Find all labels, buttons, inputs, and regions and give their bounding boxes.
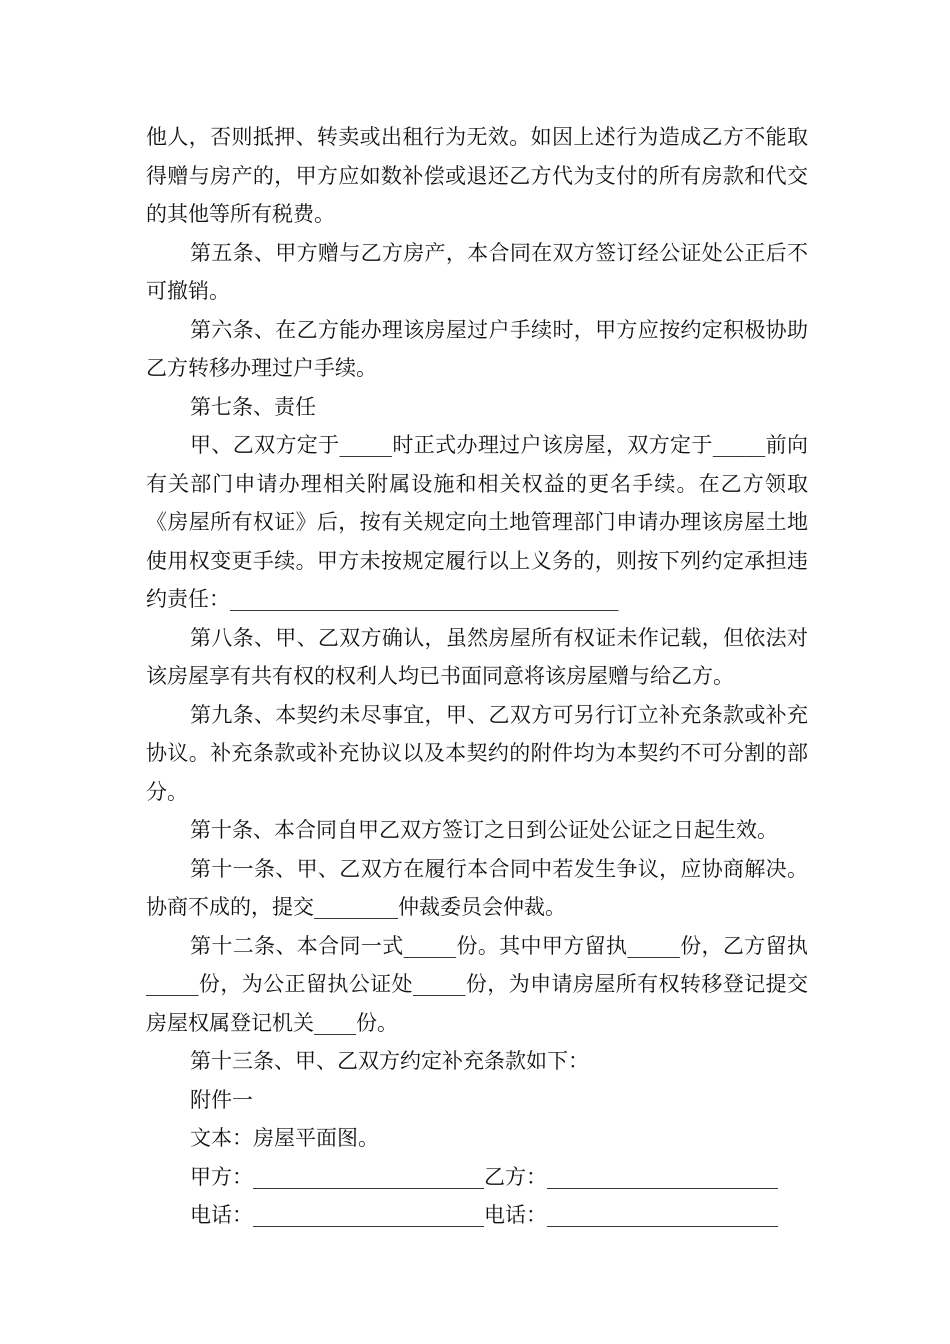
attachment-heading: 附件一 (190, 1087, 253, 1112)
document-body (146, 118, 808, 1235)
article-10: 第十条、本合同自甲乙双方签订之日到公证处公证之日起生效。 (190, 818, 778, 842)
article-9: 第九条、本契约未尽事宜，甲、乙双方可另行订立补充条款或补充协议。补充条款或补充协议以及本契约的附件均为本契约不可分割的部分。 (146, 702, 808, 804)
article-7-heading: 第七条、责任 (190, 394, 316, 419)
article-8: 第八条、甲、乙双方确认，虽然房屋所有权证未作记载，但依法对该房屋享有共有权的权利人均已书面同意将该房屋赠与给乙方。 (146, 625, 808, 688)
signature-line-phones: 电话：______________________电话：______________________ (190, 1203, 778, 1227)
article-13: 第十三条、甲、乙双方约定补充条款如下： (190, 1049, 589, 1073)
attachment-text: 文本：房屋平面图。 (190, 1126, 379, 1150)
article-7-body: 甲、乙双方定于_____时正式办理过户该房屋，双方定于_____前向有关部门申请办理相关附属设施和相关权益的更名手续。在乙方领取《房屋所有权证》后，按有关规定向土地管理部门申请办理该房屋土地使用权变更手续。甲方未按规定履行以上义务的，则按下列约定承担违约责任：_____________________________________ (146, 433, 808, 611)
article-6: 第六条、在乙方能办理该房屋过户手续时，甲方应按约定积极协助乙方转移办理过户手续。 (146, 317, 808, 380)
article-5: 第五条、甲方赠与乙方房产，本合同在双方签订经公证处公正后不可撤销。 (146, 240, 808, 303)
paragraph-continuation: 他人，否则抵押、转卖或出租行为无效。如因上述行为造成乙方不能取得赠与房产的，甲方应如数补偿或退还乙方代为支付的所有房款和代交的其他等所有税费。 (146, 125, 808, 226)
article-11: 第十一条、甲、乙双方在履行本合同中若发生争议，应协商解决。协商不成的，提交________仲裁委员会仲裁。 (146, 856, 808, 919)
signature-line-parties: 甲方：______________________乙方：______________________ (190, 1164, 778, 1189)
article-12: 第十二条、本合同一式_____份。其中甲方留执_____份，乙方留执_____份，为公正留执公证处_____份，为申请房屋所有权转移登记提交房屋权属登记机关____份。 (146, 933, 808, 1035)
